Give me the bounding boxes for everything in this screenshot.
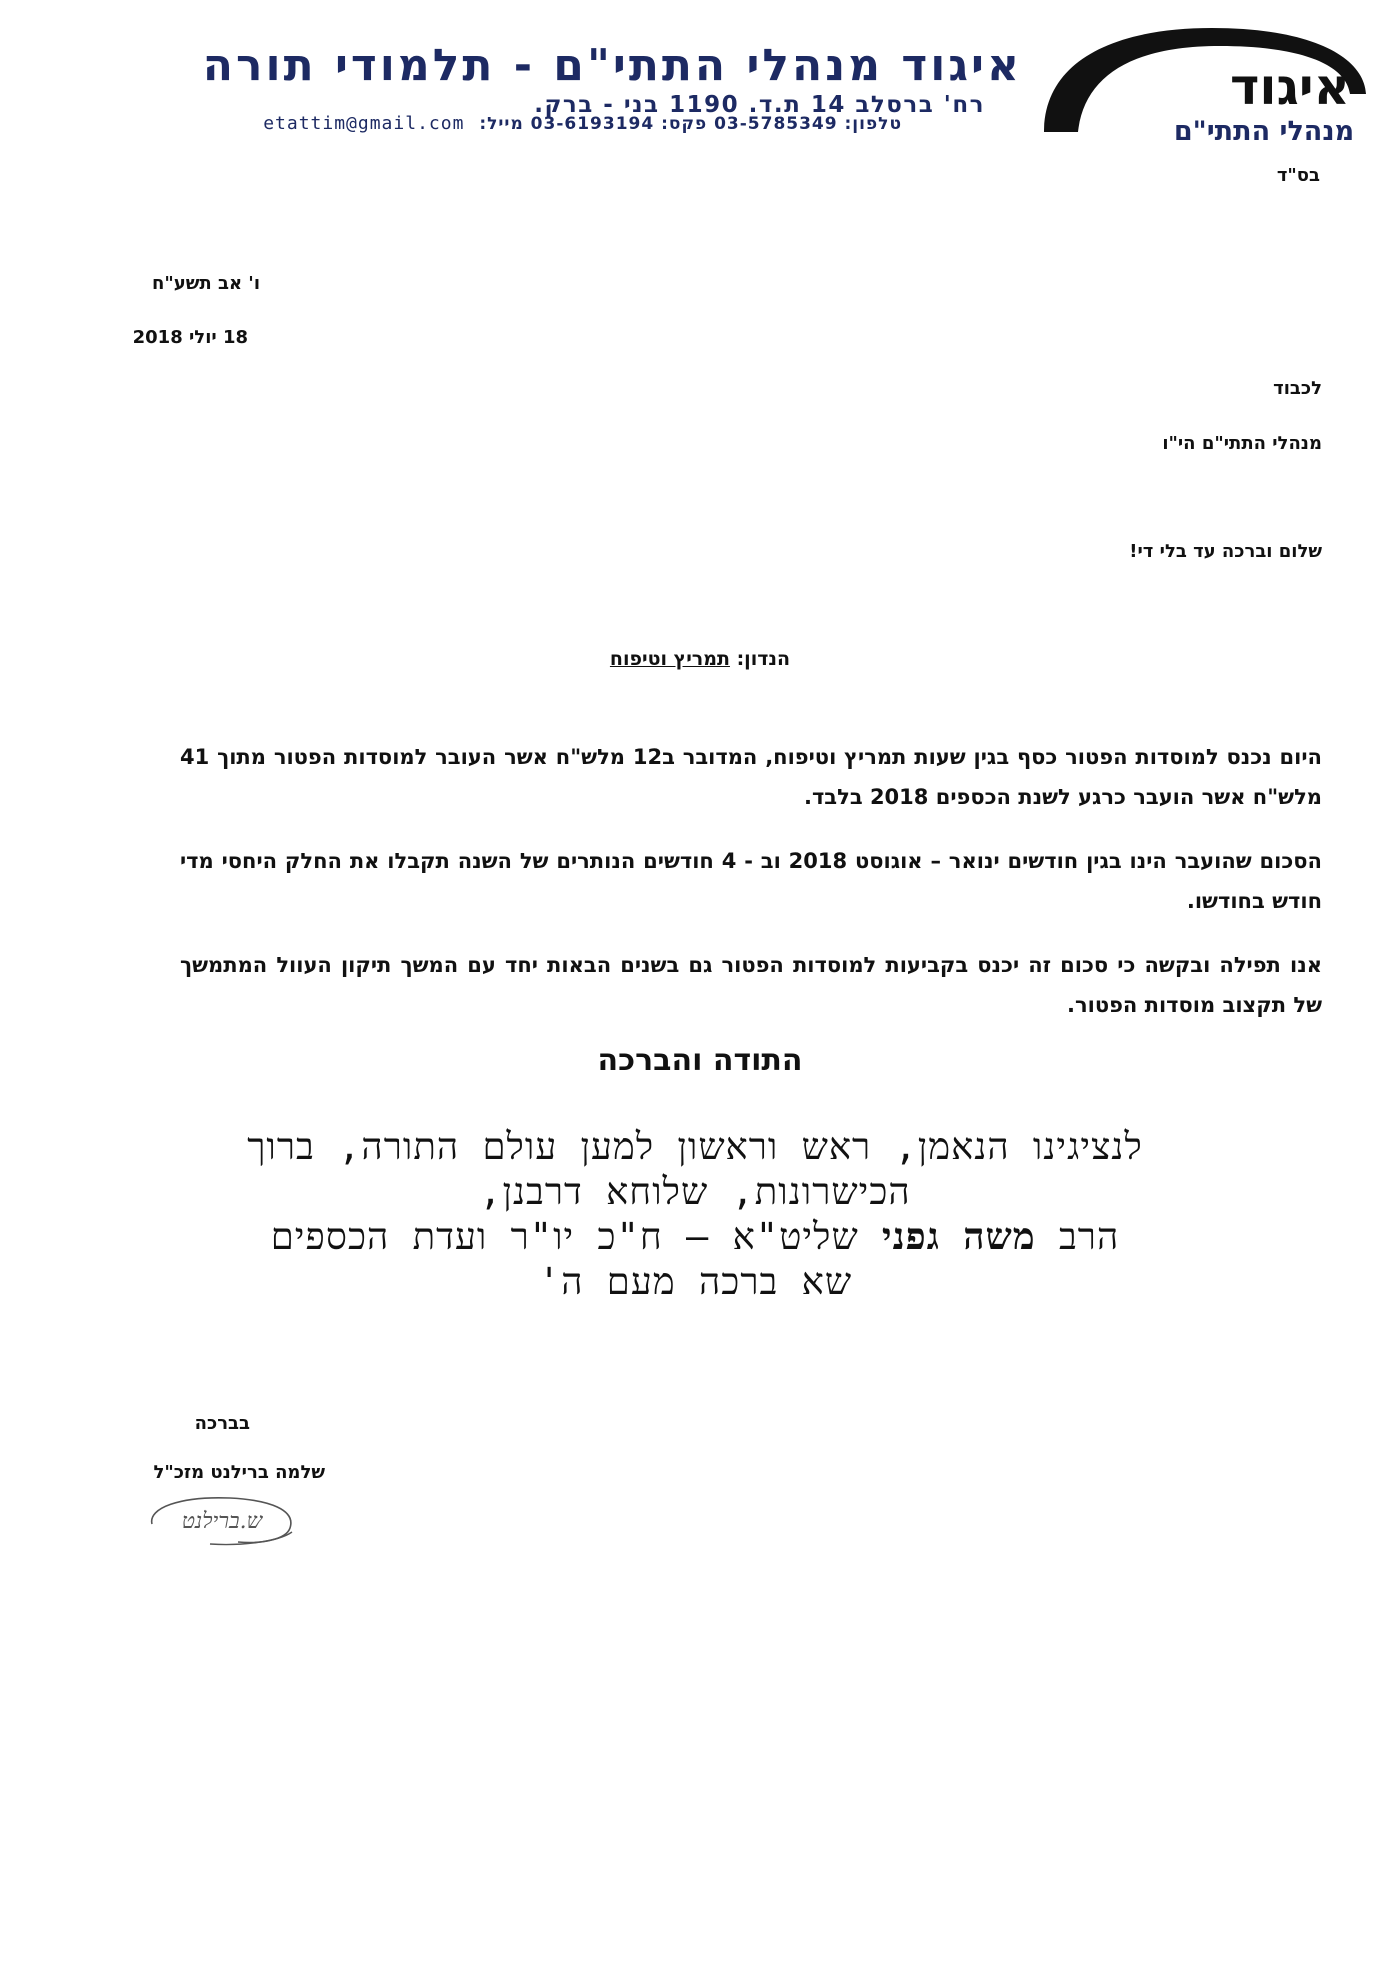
bsd-mark: בס"ד (1276, 165, 1320, 186)
closing: בברכה (194, 1413, 250, 1434)
organization-name: איגוד מנהלי התתי"ם - תלמודי תורה (202, 40, 1022, 91)
thanks-line-4: שא ברכה מעם ה' (537, 1260, 853, 1303)
honoree-title: שליט"א – ח"כ יו"ר ועדת הכספים (270, 1215, 859, 1258)
thanks-line-1: לנציגינו הנאמן, ראש וראשון למען עולם התורה, ברוך (247, 1125, 1143, 1168)
recipient-name: מנהלי התתי"ם הי"ו (1162, 433, 1322, 454)
body-paragraph-1: היום נכנס למוסדות הפטור כסף בגין שעות תמריץ וטיפוח, המדובר ב12 מלש"ח אשר העובר למוסדות הפטור מתוך 41 מלש"ח אשר הועבר כרגע לשנת הכספים 2018 בלבד. (180, 745, 1322, 809)
greeting: שלום וברכה עד בלי די! (1129, 541, 1322, 562)
subject-line (0, 648, 1400, 670)
recipient-label: לכבוד (1273, 378, 1322, 399)
thanks-title-prefix: הרב (1058, 1215, 1120, 1258)
organization-logo (1032, 22, 1372, 152)
signature-text: ש.ברילנט (181, 1509, 263, 1534)
signer-name: שלמה ברילנט מזכ"ל (153, 1462, 325, 1483)
thanks-title: התודה והברכה (597, 1043, 803, 1078)
body-paragraph-2: הסכום שהועבר הינו בגין חודשים ינואר – אוגוסט 2018 וב - 4 חודשים הנותרים של השנה תקבלו את החלק היחסי מדי חודש בחודשו. (180, 849, 1322, 913)
thanks-line-2: הכישרונות, שלוחא דרבנן, (479, 1170, 911, 1213)
date-gregorian: 18 יולי 2018 (132, 327, 248, 348)
organization-contact (263, 113, 902, 134)
honoree-name: משה גפני (881, 1215, 1036, 1258)
subject-label: הנדון: (736, 648, 791, 670)
logo-sub-text: מנהלי התתי"ם (1173, 116, 1355, 147)
contact-phones: טלפון: 03-5785349 פקס: 03-6193194 מייל: (479, 114, 902, 134)
handwritten-signature (140, 1488, 300, 1548)
date-hebrew: ו' אב תשע"ח (152, 273, 260, 294)
subject-value: תמריץ וטיפוח (609, 648, 730, 670)
thanks-body (190, 1124, 1200, 1304)
contact-email: etattim@gmail.com (263, 113, 465, 134)
thanks-line-3 (190, 1214, 1200, 1259)
body-paragraph-3: אנו תפילה ובקשה כי סכום זה יכנס בקביעות למוסדות הפטור גם בשנים הבאות יחד עם המשך תיקון העוול המתמשך של תקצוב מוסדות הפטור. (180, 953, 1322, 1017)
logo-main-text: איגוד (1229, 58, 1351, 116)
organization-address: רח' ברסלב 14 ת.ד. 1190 בני - ברק. (534, 92, 985, 118)
